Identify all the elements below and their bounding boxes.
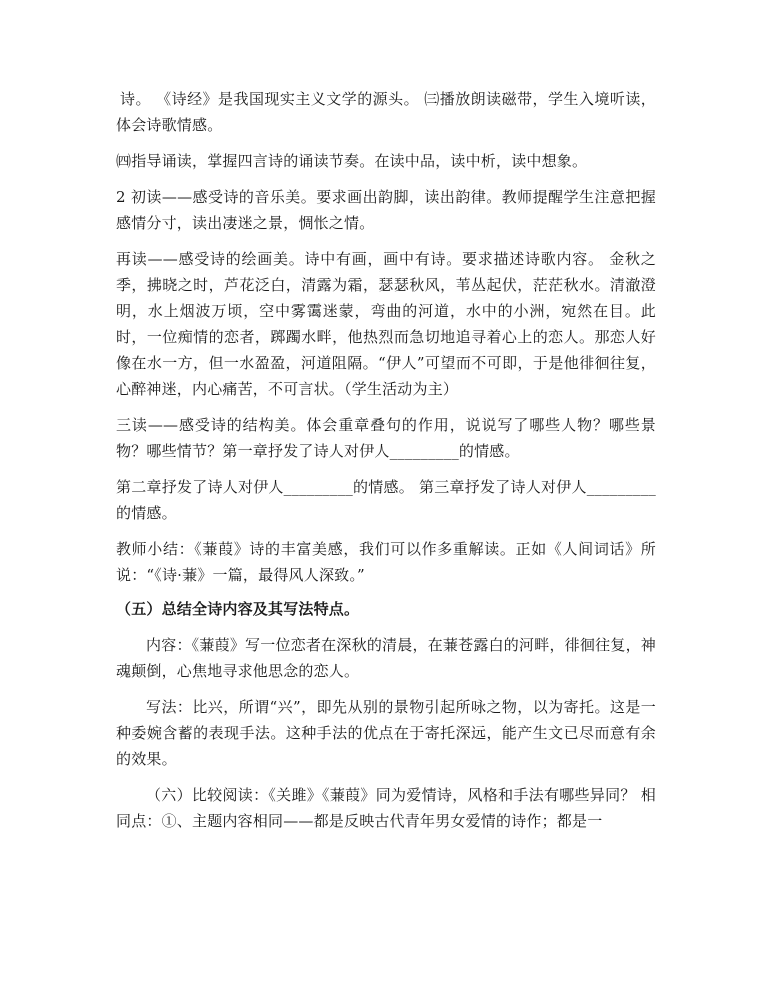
section-heading-summary: （五）总结全诗内容及其写法特点。 [116,600,360,618]
paragraph-recitation-guide: ㈣指导诵读，掌握四言诗的诵读节奏。在读中品，读中析，读中想象。 [116,152,588,170]
paragraph-first-reading: 2 初读——感受诗的音乐美。要求画出韵脚，读出韵律。教师提醒学生注意把握感情分寸，读出凄迷之景，惆怅之情。 [116,188,656,232]
paragraph-chapter-emotions: 第二章抒发了诗人对伊人_________的情感。 第三章抒发了诗人对伊人_________的情感。 [116,478,656,522]
paragraph-writing-method: 写法：比兴，所谓“兴”，即先从别的景物引起所咏之物，以为寄托。这是一种委婉含蓄的表现手法。这种手法的优点在于寄托深远，能产生文已尽而意有余的效果。 [116,698,656,768]
paragraph-second-reading: 再读——感受诗的绘画美。诗中有画，画中有诗。要求描述诗歌内容。 金秋之季，拂晓之时，芦花泛白，清露为霜，瑟瑟秋风，苇丛起伏，茫茫秋水。清澈澄明，水上烟波万顷，空中雾霭迷蒙，弯曲的河道，水中的小洲，宛然在目。此时，一位痴情的恋者，踯躅水畔，他热烈而急切地追寻着心上的恋人。那恋人好像在水一方，但一水盈盈，河道阻隔。“伊人”可望而不可即，于是他徘徊往复，心醉神迷，内心痛苦，不可言状。（学生活动为主） [116,250,656,398]
paragraph-teacher-summary: 教师小结：《蒹葭》诗的丰富美感，我们可以作多重解读。正如《人间词话》所说：“《诗·蒹》一篇，最得风人深致。” [116,540,656,584]
document-body [116,86,656,834]
paragraph-content: 内容：《蒹葭》写一位恋者在深秋的清晨，在蒹苍露白的河畔，徘徊往复，神魂颠倒，心焦地寻求他思念的恋人。 [116,636,656,680]
paragraph-third-reading: 三读——感受诗的结构美。体会重章叠句的作用，说说写了哪些人物？哪些景物？哪些情节？第一章抒发了诗人对伊人_________的情感。 [116,416,656,460]
paragraph-intro: 诗。 《诗经》是我国现实主义文学的源头。 ㈢播放朗读磁带，学生入境听读，体会诗歌情感。 [116,90,656,134]
paragraph-comparative-reading: （六）比较阅读：《关雎》《蒹葭》同为爱情诗，风格和手法有哪些异同？ 相同点：①、主题内容相同——都是反映古代青年男女爱情的诗作；都是一 [116,786,656,830]
